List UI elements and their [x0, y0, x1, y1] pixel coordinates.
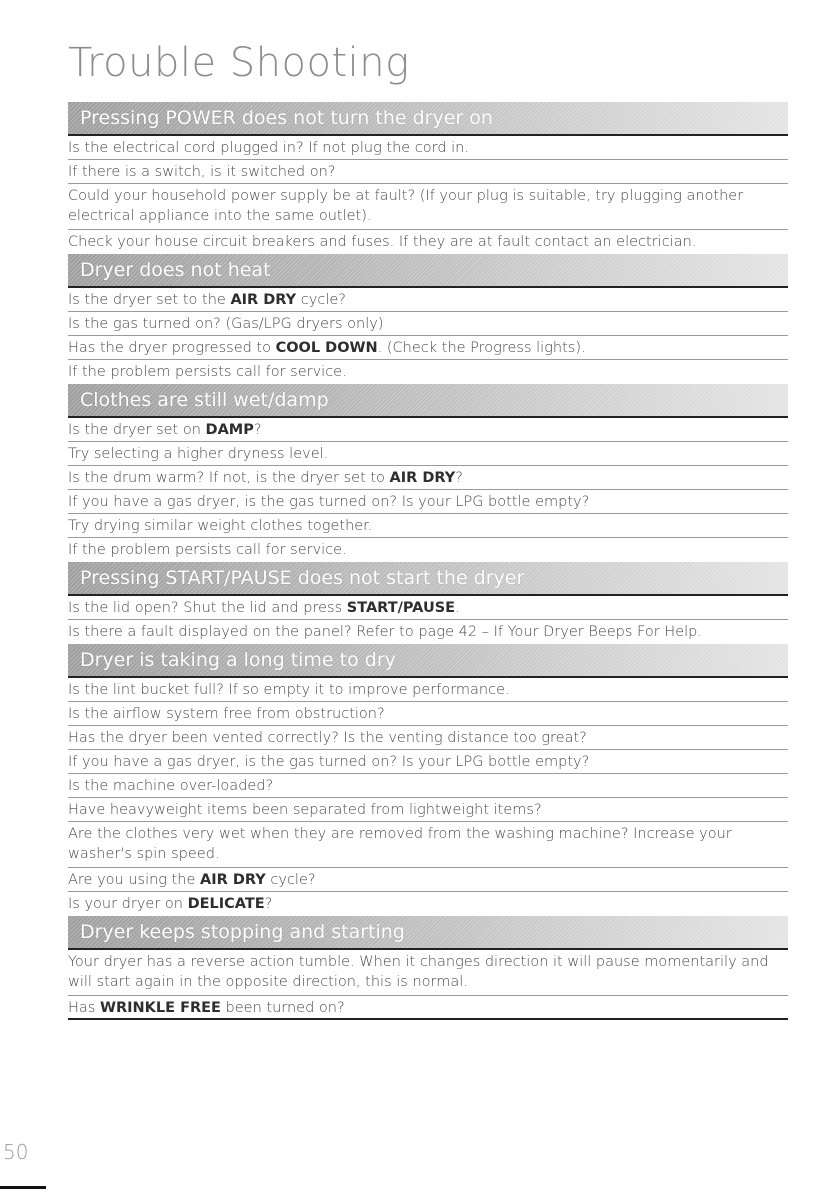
troubleshooting-item: [68, 678, 788, 702]
item-text: Is the gas turned on? (Gas/LPG dryers only): [68, 316, 384, 332]
item-text: Is the airflow system free from obstruction?: [68, 706, 385, 722]
troubleshooting-item: [68, 288, 788, 312]
troubleshooting-item: [68, 136, 788, 160]
item-text: Try drying similar weight clothes together.: [68, 518, 373, 534]
item-text: Has the dryer progressed to: [68, 340, 276, 356]
item-text: been turned on?: [220, 1000, 345, 1016]
item-text: Has: [68, 1000, 100, 1016]
item-text: Is the lint bucket full? If so empty it to improve performance.: [68, 682, 510, 698]
item-text: Your dryer has a reverse action tumble. When it changes direction it will pause momentarily and will start again in the opposite direction, this is normal.: [68, 954, 769, 990]
keyword-text: AIR DRY: [389, 470, 456, 486]
keyword-text: WRINKLE FREE: [99, 1000, 221, 1016]
section-heading: Dryer keeps stopping and starting: [68, 916, 788, 950]
section-heading: Pressing START/PAUSE does not start the dryer: [68, 562, 788, 596]
item-text: Is the drum warm? If not, is the dryer set to: [68, 470, 390, 486]
item-text: Has the dryer been vented correctly? Is the venting distance too great?: [68, 730, 587, 746]
keyword-text: DAMP: [205, 422, 254, 438]
troubleshooting-item: [68, 442, 788, 466]
troubleshooting-item: [68, 892, 788, 916]
troubleshooting-item: [68, 750, 788, 774]
item-text: ?: [455, 470, 463, 486]
troubleshooting-item: [68, 490, 788, 514]
page-title: Trouble Shooting: [68, 40, 410, 86]
troubleshooting-item: [68, 868, 788, 892]
section-heading: Dryer is taking a long time to dry: [68, 644, 788, 678]
keyword-text: AIR DRY: [200, 872, 266, 888]
item-text: Is the dryer set to the: [68, 292, 231, 308]
item-text: If the problem persists call for service.: [68, 542, 347, 558]
troubleshooting-item: [68, 774, 788, 798]
section-heading: Pressing POWER does not turn the dryer on: [68, 102, 788, 136]
item-text: If you have a gas dryer, is the gas turned on? Is your LPG bottle empty?: [68, 494, 590, 510]
keyword-text: AIR DRY: [230, 292, 297, 308]
item-text: Is the machine over-loaded?: [68, 778, 274, 794]
item-text: . (Check the Progress lights).: [377, 340, 586, 356]
section-heading: Clothes are still wet/damp: [68, 384, 788, 418]
item-text: Check your house circuit breakers and fuses. If they are at fault contact an electrician.: [68, 234, 697, 250]
item-text: ?: [253, 422, 262, 438]
item-text: Have heavyweight items been separated from lightweight items?: [68, 802, 542, 818]
troubleshooting-item: [68, 596, 788, 620]
section-heading: Dryer does not heat: [68, 254, 788, 288]
troubleshooting-item: [68, 996, 788, 1020]
troubleshooting-item: [68, 336, 788, 360]
item-text: If you have a gas dryer, is the gas turned on? Is your LPG bottle empty?: [68, 754, 590, 770]
item-text: Is the electrical cord plugged in? If not plug the cord in.: [68, 140, 469, 156]
item-text: If the problem persists call for service.: [68, 364, 347, 380]
item-text: cycle?: [265, 872, 316, 888]
troubleshooting-table: [68, 102, 788, 1020]
troubleshooting-item: [68, 620, 788, 644]
troubleshooting-item: [68, 184, 788, 230]
troubleshooting-item: [68, 514, 788, 538]
troubleshooting-item: [68, 160, 788, 184]
item-text: ?: [264, 896, 273, 912]
item-text: Are you using the: [68, 872, 201, 888]
item-text: Is the dryer set on: [68, 422, 206, 438]
keyword-text: DELICATE: [187, 896, 265, 912]
keyword-text: COOL DOWN: [275, 340, 378, 356]
troubleshooting-item: [68, 950, 788, 996]
item-text: .: [455, 600, 460, 616]
troubleshooting-item: [68, 360, 788, 384]
item-text: Is the lid open? Shut the lid and press: [68, 600, 347, 616]
troubleshooting-item: [68, 312, 788, 336]
troubleshooting-item: [68, 822, 788, 868]
troubleshooting-item: [68, 418, 788, 442]
troubleshooting-item: [68, 230, 788, 254]
troubleshooting-item: [68, 538, 788, 562]
item-text: Are the clothes very wet when they are removed from the washing machine? Increase your washer's spin speed.: [68, 826, 732, 862]
troubleshooting-item: [68, 726, 788, 750]
troubleshooting-item: [68, 466, 788, 490]
item-text: cycle?: [296, 292, 346, 308]
item-text: If there is a switch, is it switched on?: [68, 164, 336, 180]
item-text: Could your household power supply be at fault? (If your plug is suitable, try plugging another electrical appliance into the same outlet).: [68, 188, 744, 224]
item-text: Is there a fault displayed on the panel? Refer to page 42 – If Your Dryer Beeps For Help.: [68, 624, 702, 640]
page-number: 50: [3, 1140, 29, 1164]
troubleshooting-item: [68, 702, 788, 726]
item-text: Is your dryer on: [68, 896, 188, 912]
footer-rule: [0, 1186, 46, 1189]
item-text: Try selecting a higher dryness level.: [68, 446, 329, 462]
troubleshooting-item: [68, 798, 788, 822]
keyword-text: START/PAUSE: [346, 600, 456, 616]
